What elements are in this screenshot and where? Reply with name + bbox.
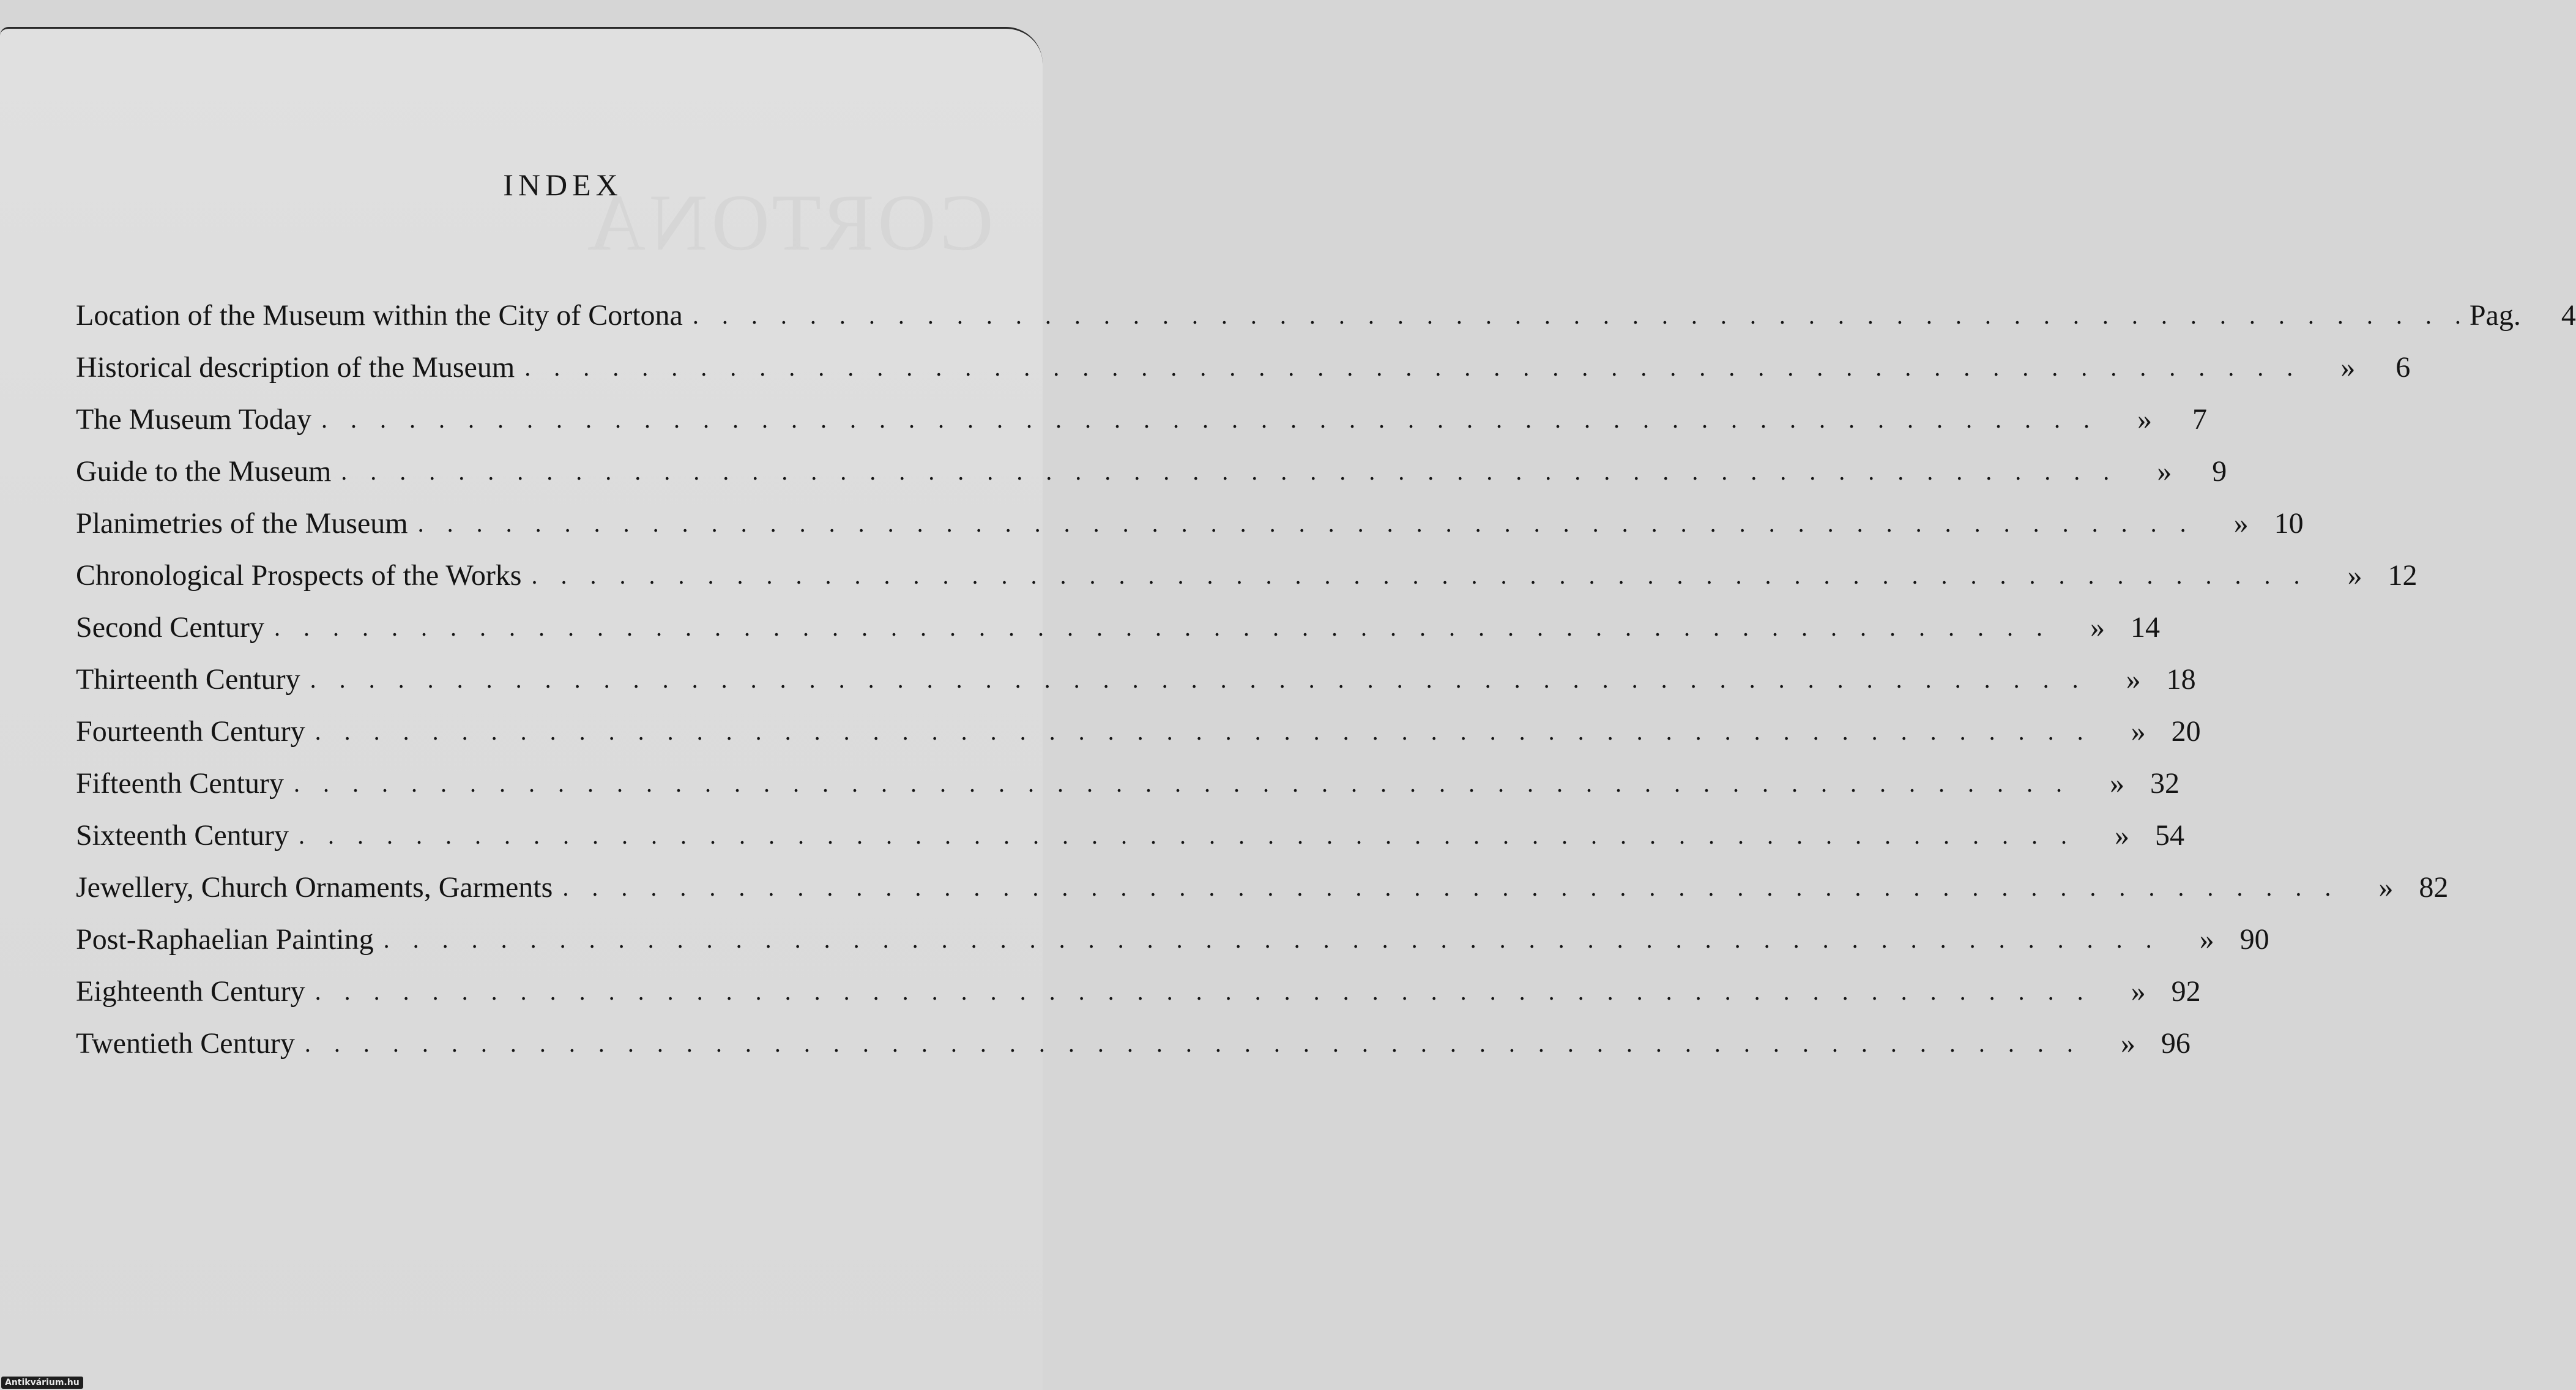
ditto-mark: » bbox=[2114, 819, 2129, 852]
dot-leader: . . . . . . . . . . . . . . . . . . . . . . . . . . . . . . . . . . . . . . . . . . . . . . . . . . . . . . . . . . . . . bbox=[417, 510, 2195, 537]
toc-entry-title: Fifteenth Century bbox=[76, 767, 284, 800]
toc-entry-page: 7 bbox=[2192, 403, 2208, 436]
ditto-mark: » bbox=[2131, 975, 2146, 1008]
dot-leader: . . . . . . . . . . . . . . . . . . . . . . . . . . . . . . . . . . . . . . . . . . . . . . . . . . . . . . . . . . . . . bbox=[531, 562, 2309, 589]
toc-entry bbox=[76, 757, 2180, 809]
toc-entry-page: 14 bbox=[2130, 611, 2160, 644]
toc-entry-title: Sixteenth Century bbox=[76, 819, 289, 852]
dot-leader: . . . . . . . . . . . . . . . . . . . . . . . . . . . . . . . . . . . . . . . . . . . . . . . . . . . . . . . . . . . . . bbox=[692, 302, 2470, 329]
page-ref-label: Pag. bbox=[2469, 299, 2521, 332]
toc-entry-title: The Museum Today bbox=[76, 403, 312, 436]
ditto-mark: » bbox=[2340, 351, 2356, 384]
toc-entry-title: Location of the Museum within the City of Cortona bbox=[76, 299, 683, 332]
toc-entry-page: 90 bbox=[2239, 923, 2269, 956]
toc-entry bbox=[76, 965, 2201, 1017]
toc-entry-page: 82 bbox=[2419, 871, 2449, 904]
toc-entry-page: 12 bbox=[2388, 559, 2418, 592]
toc-entry-page: 4 bbox=[2561, 299, 2576, 332]
ditto-mark: » bbox=[2131, 715, 2146, 748]
toc-entry-page: 10 bbox=[2274, 507, 2304, 540]
dot-leader: . . . . . . . . . . . . . . . . . . . . . . . . . . . . . . . . . . . . . . . . . . . . . . . . . . . . . . . . . . . . . bbox=[315, 978, 2092, 1005]
toc-entry-title: Eighteenth Century bbox=[76, 975, 305, 1008]
toc-entry bbox=[76, 809, 2184, 861]
dot-leader: . . . . . . . . . . . . . . . . . . . . . . . . . . . . . . . . . . . . . . . . . . . . . . . . . . . . . . . . . . . . . bbox=[383, 926, 2161, 953]
toc-entry-title: Historical description of the Museum bbox=[76, 351, 515, 384]
toc-entry bbox=[76, 289, 2576, 341]
ditto-mark: » bbox=[2233, 507, 2249, 540]
toc-entry bbox=[76, 705, 2201, 757]
toc-entry-title: Chronological Prospects of the Works bbox=[76, 559, 522, 592]
toc-entry bbox=[76, 549, 2418, 601]
ditto-mark: » bbox=[2109, 767, 2124, 800]
dot-leader: . . . . . . . . . . . . . . . . . . . . . . . . . . . . . . . . . . . . . . . . . . . . . . . . . . . . . . . . . . . . . bbox=[298, 822, 2075, 849]
ditto-mark: » bbox=[2137, 403, 2153, 436]
toc-entry-page: 6 bbox=[2395, 351, 2411, 384]
toc-entry bbox=[76, 913, 2269, 965]
book-page bbox=[0, 27, 2576, 1390]
toc-entry-page: 18 bbox=[2166, 663, 2196, 696]
toc-entry-title: Post-Raphaelian Painting bbox=[76, 923, 374, 956]
toc-entry bbox=[76, 653, 2196, 705]
watermark: Antikvárium.hu bbox=[1, 1377, 83, 1389]
toc-entry-title: Second Century bbox=[76, 611, 264, 644]
toc-entry-title: Fourteenth Century bbox=[76, 715, 305, 748]
page-title: INDEX bbox=[503, 168, 623, 202]
dot-leader: . . . . . . . . . . . . . . . . . . . . . . . . . . . . . . . . . . . . . . . . . . . . . . . . . . . . . . . . . . . . . bbox=[310, 666, 2087, 693]
dot-leader: . . . . . . . . . . . . . . . . . . . . . . . . . . . . . . . . . . . . . . . . . . . . . . . . . . . . . . . . . . . . . bbox=[341, 458, 2118, 485]
dot-leader: . . . . . . . . . . . . . . . . . . . . . . . . . . . . . . . . . . . . . . . . . . . . . . . . . . . . . . . . . . . . . bbox=[321, 406, 2099, 433]
dot-leader: . . . . . . . . . . . . . . . . . . . . . . . . . . . . . . . . . . . . . . . . . . . . . . . . . . . . . . . . . . . . . bbox=[562, 874, 2340, 901]
toc-entry-page: 32 bbox=[2150, 767, 2180, 800]
table-of-contents bbox=[76, 289, 2576, 1069]
ditto-mark: » bbox=[2378, 871, 2394, 904]
ditto-mark: » bbox=[2120, 1027, 2135, 1060]
dot-leader: . . . . . . . . . . . . . . . . . . . . . . . . . . . . . . . . . . . . . . . . . . . . . . . . . . . . . . . . . . . . . bbox=[293, 770, 2071, 797]
toc-entry-title: Thirteenth Century bbox=[76, 663, 300, 696]
ditto-mark: » bbox=[2126, 663, 2141, 696]
dot-leader: . . . . . . . . . . . . . . . . . . . . . . . . . . . . . . . . . . . . . . . . . . . . . . . . . . . . . . . . . . . . . bbox=[274, 614, 2051, 641]
ditto-mark: » bbox=[2090, 611, 2105, 644]
toc-entry-page: 9 bbox=[2212, 455, 2227, 488]
dot-leader: . . . . . . . . . . . . . . . . . . . . . . . . . . . . . . . . . . . . . . . . . . . . . . . . . . . . . . . . . . . . . bbox=[315, 718, 2092, 745]
ditto-mark: » bbox=[2347, 559, 2362, 592]
toc-entry bbox=[76, 445, 2227, 497]
toc-entry-page: 20 bbox=[2171, 715, 2201, 748]
toc-entry bbox=[76, 861, 2449, 913]
toc-entry-page: 96 bbox=[2161, 1027, 2191, 1060]
toc-entry-page: 92 bbox=[2171, 975, 2201, 1008]
ditto-mark: » bbox=[2199, 923, 2214, 956]
toc-entry bbox=[76, 1017, 2191, 1069]
ditto-mark: » bbox=[2157, 455, 2172, 488]
toc-entry bbox=[76, 497, 2304, 549]
dot-leader: . . . . . . . . . . . . . . . . . . . . . . . . . . . . . . . . . . . . . . . . . . . . . . . . . . . . . . . . . . . . . bbox=[524, 354, 2302, 381]
toc-entry-title: Twentieth Century bbox=[76, 1027, 295, 1060]
toc-entry-title: Guide to the Museum bbox=[76, 455, 332, 488]
toc-entry-page: 54 bbox=[2154, 819, 2184, 852]
toc-entry bbox=[76, 341, 2411, 393]
dot-leader: . . . . . . . . . . . . . . . . . . . . . . . . . . . . . . . . . . . . . . . . . . . . . . . . . . . . . . . . . . . . . bbox=[304, 1030, 2082, 1057]
toc-entry bbox=[76, 393, 2208, 445]
toc-entry-title: Planimetries of the Museum bbox=[76, 507, 408, 540]
show-through-text: CORTONA bbox=[584, 177, 994, 267]
toc-entry-title: Jewellery, Church Ornaments, Garments bbox=[76, 871, 553, 904]
toc-entry bbox=[76, 601, 2160, 653]
